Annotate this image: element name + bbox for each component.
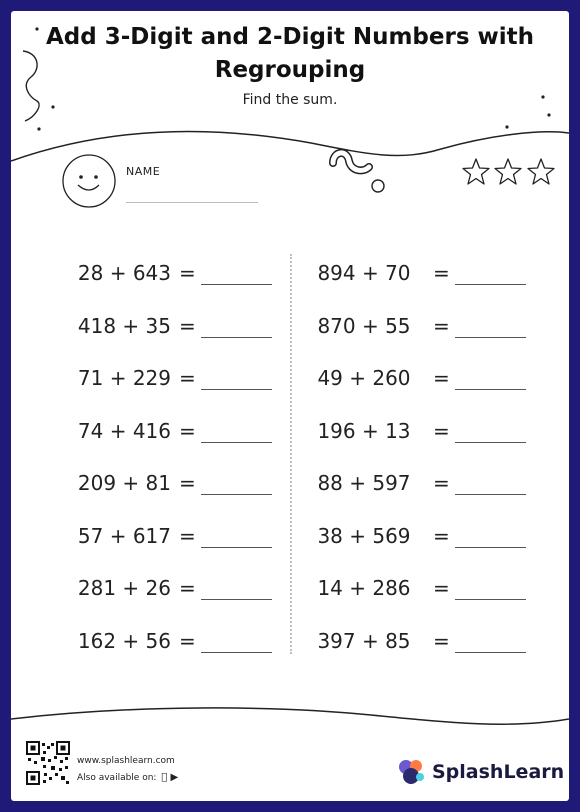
- answer-blank[interactable]: [455, 284, 526, 285]
- equals-sign: =: [179, 261, 196, 285]
- equals-sign: =: [433, 471, 450, 495]
- title-line-1: Add 3-Digit and 2-Digit Numbers with: [45, 24, 535, 50]
- answer-blank[interactable]: [455, 547, 526, 548]
- equals-sign: =: [179, 366, 196, 390]
- equals-sign: =: [179, 523, 196, 548]
- answer-blank[interactable]: [455, 337, 526, 338]
- problem-expression: 57 + 617: [77, 523, 171, 548]
- name-label: NAME: [126, 165, 161, 178]
- equals-sign: =: [433, 576, 450, 600]
- equals-sign: =: [433, 418, 450, 443]
- equals-sign: =: [433, 628, 450, 653]
- website-link[interactable]: www.splashlearn.com: [77, 756, 175, 766]
- answer-blank[interactable]: [201, 599, 272, 600]
- equals-sign: =: [433, 523, 450, 548]
- problem-expression: 397 + 85: [317, 628, 411, 653]
- column-divider: [290, 254, 292, 654]
- play-store-icon[interactable]: ▶: [161, 772, 170, 783]
- problem-expression: 870 + 55: [317, 313, 411, 338]
- answer-blank[interactable]: [455, 652, 526, 653]
- equals-sign: =: [433, 313, 450, 338]
- answer-blank[interactable]: [201, 389, 272, 390]
- smiley-face-icon: [61, 153, 117, 209]
- equals-sign: =: [179, 576, 196, 600]
- splashlearn-logo-icon: [396, 757, 428, 787]
- problem-expression: 71 + 229: [77, 366, 171, 390]
- brand-name: SplashLearn: [432, 761, 565, 783]
- available-on: [77, 772, 178, 783]
- problem-expression: 281 + 26: [77, 576, 171, 600]
- equals-sign: =: [179, 471, 196, 495]
- answer-blank[interactable]: [201, 494, 272, 495]
- equals-sign: =: [179, 628, 196, 653]
- answer-blank[interactable]: [201, 547, 272, 548]
- worksheet-title: [11, 21, 569, 87]
- instructions: Find the sum.: [242, 92, 338, 108]
- problem-expression: 38 + 569: [317, 523, 411, 548]
- star-rating-icon: [461, 156, 561, 192]
- problem-expression: 14 + 286: [317, 576, 411, 600]
- footer-divider-wave: [11, 699, 569, 739]
- qr-code-icon: [26, 741, 70, 785]
- answer-blank[interactable]: [201, 442, 272, 443]
- equals-sign: =: [433, 366, 450, 390]
- problem-expression: 49 + 260: [317, 366, 411, 390]
- answer-blank[interactable]: [201, 284, 272, 285]
- available-on-label: Also available on:: [77, 773, 157, 783]
- name-input-line[interactable]: [126, 202, 258, 203]
- apple-icon[interactable]: [161, 772, 167, 783]
- problem-expression: 418 + 35: [77, 313, 171, 338]
- problem-expression: 88 + 597: [317, 471, 411, 495]
- answer-blank[interactable]: [201, 337, 272, 338]
- problem-expression: 209 + 81: [77, 471, 171, 495]
- problem-expression: 162 + 56: [77, 628, 171, 653]
- problem-expression: 894 + 70: [317, 261, 411, 285]
- problem-expression: 196 + 13: [317, 418, 411, 443]
- equals-sign: =: [433, 261, 450, 285]
- title-line-2: Regrouping: [214, 57, 366, 83]
- answer-blank[interactable]: [201, 652, 272, 653]
- answer-blank[interactable]: [455, 442, 526, 443]
- equals-sign: =: [179, 418, 196, 443]
- equals-sign: =: [179, 313, 196, 338]
- answer-blank[interactable]: [455, 389, 526, 390]
- problem-expression: 74 + 416: [77, 418, 171, 443]
- worksheet-page: [11, 11, 569, 801]
- answer-blank[interactable]: [455, 494, 526, 495]
- answer-blank[interactable]: [455, 599, 526, 600]
- problem-expression: 28 + 643: [77, 261, 171, 285]
